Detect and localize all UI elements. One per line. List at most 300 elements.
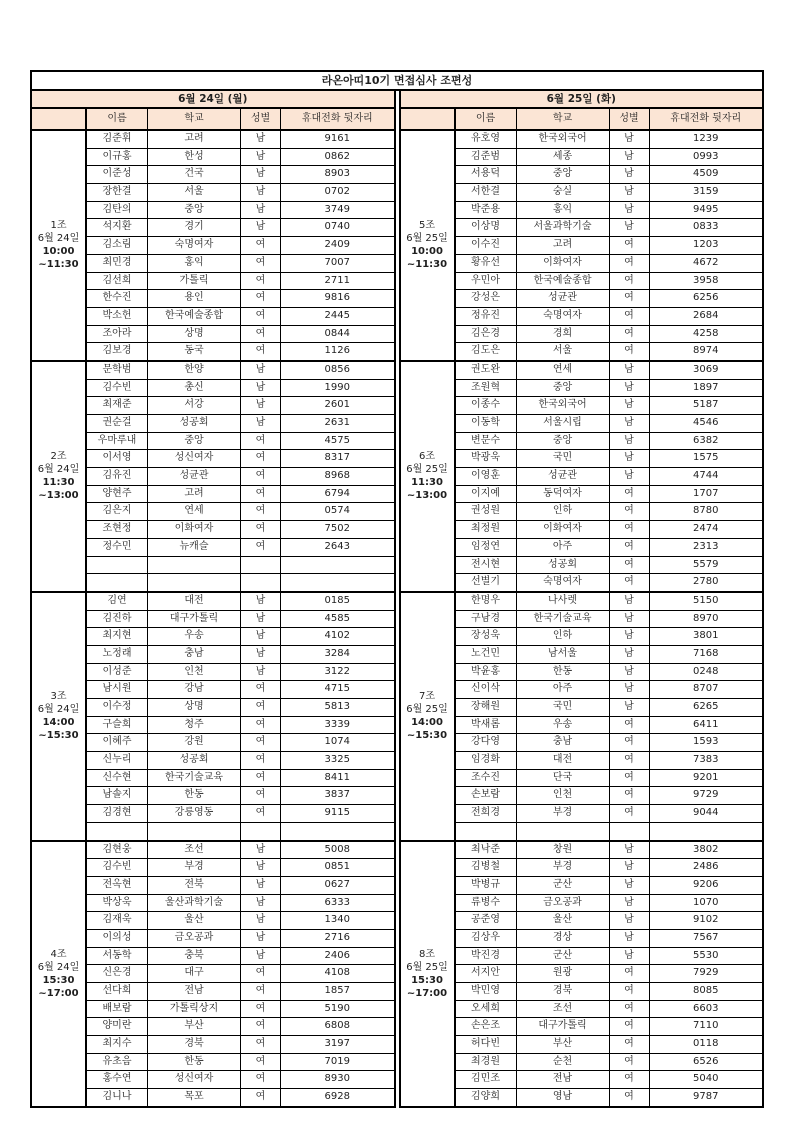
phone-cell: 4546 (693, 417, 719, 428)
gender-cell: 여 (610, 965, 650, 982)
member-row (456, 290, 763, 308)
page-title: 라온아띠10기 면접심사 조편성 (30, 70, 764, 91)
phone-cell: 7383 (693, 754, 719, 766)
group-time-start: 15:30 (42, 974, 75, 986)
phone-cell (281, 557, 394, 574)
name-cell: 홍수연 (87, 1071, 148, 1088)
school-cell: 용인 (148, 290, 241, 307)
gender-cell: 여 (610, 308, 650, 325)
member-row (456, 237, 763, 255)
gender-cell (610, 823, 650, 840)
name-cell: 선별기 (456, 574, 517, 591)
name-cell: 강다영 (456, 734, 517, 751)
group-time-start: 10:00 (42, 246, 75, 258)
school-cell: 금오공과 (517, 895, 610, 912)
group-name: 1조 (50, 220, 67, 232)
member-row (87, 326, 394, 344)
name-cell: 김은지 (87, 503, 148, 520)
name-cell: 김은경 (456, 326, 517, 343)
member-row (87, 805, 394, 823)
column-header-gender-cell: 성별 (610, 109, 650, 129)
gender-cell: 남 (610, 611, 650, 628)
phone-cell: 1074 (324, 736, 350, 748)
group-name: 4조 (50, 948, 67, 960)
member-row (456, 255, 763, 273)
school-cell: 동국 (148, 343, 241, 360)
phone-cell: 2474 (693, 523, 719, 535)
school-cell: 성신여자 (148, 450, 241, 467)
name-cell: 신은경 (87, 965, 148, 982)
member-row (456, 503, 763, 521)
member-row (87, 380, 394, 398)
gender-cell: 여 (241, 734, 281, 751)
member-row (87, 823, 394, 840)
group-name: 2조 (50, 451, 67, 463)
group-block (32, 842, 394, 1106)
school-cell: 경희 (517, 326, 610, 343)
phone-cell: 9787 (693, 1091, 719, 1103)
group-time-end: ~15:30 (38, 730, 79, 742)
name-cell: 조아라 (87, 326, 148, 343)
name-cell: 권순걸 (87, 415, 148, 432)
member-row (87, 699, 394, 717)
gender-cell: 여 (241, 965, 281, 982)
phone-cell: 6794 (324, 487, 350, 499)
phone-cell: 5190 (324, 1002, 350, 1014)
phone-cell: 6333 (324, 896, 350, 908)
school-cell: 조선 (517, 1001, 610, 1018)
name-cell: 김소림 (87, 237, 148, 254)
member-row (87, 787, 394, 805)
name-cell (87, 574, 148, 591)
school-cell: 부산 (517, 1036, 610, 1053)
phone-cell: 7929 (693, 967, 719, 979)
phone-cell: 2711 (324, 274, 350, 286)
name-cell: 전희경 (456, 805, 517, 822)
gender-cell: 남 (610, 593, 650, 610)
school-cell: 중앙 (148, 433, 241, 450)
school-cell: 중앙 (517, 433, 610, 450)
gender-cell: 남 (241, 202, 281, 219)
school-cell: 울산과학기술 (148, 895, 241, 912)
name-cell: 김재욱 (87, 912, 148, 929)
gender-cell: 여 (610, 326, 650, 343)
name-cell: 조수진 (456, 770, 517, 787)
gender-cell: 남 (610, 842, 650, 859)
phone-cell: 4575 (324, 434, 350, 446)
gender-cell: 여 (241, 717, 281, 734)
group-time-end: ~15:30 (406, 730, 448, 742)
phone-cell: 0993 (693, 150, 719, 162)
name-cell: 우민아 (456, 273, 517, 290)
phone-cell: 7019 (324, 1055, 350, 1067)
gender-cell: 남 (610, 877, 650, 894)
phone-cell: 0856 (324, 363, 350, 375)
gender-cell: 여 (610, 521, 650, 538)
name-cell: 신누리 (87, 752, 148, 769)
school-cell: 인하 (517, 628, 610, 645)
phone-cell: 5008 (324, 843, 350, 855)
gender-cell: 여 (610, 787, 650, 804)
group-date: 6월 25일 (406, 233, 448, 245)
phone-cell: 1990 (324, 381, 350, 393)
member-row (87, 149, 394, 167)
gender-cell: 남 (610, 149, 650, 166)
school-cell: 인하 (517, 503, 610, 520)
column-header-name-cell: 이름 (87, 109, 148, 129)
name-cell: 김양희 (456, 1089, 517, 1106)
member-row (456, 219, 763, 237)
name-cell: 조현정 (87, 521, 148, 538)
name-cell: 서동학 (87, 948, 148, 965)
phone-cell: 5579 (693, 558, 719, 570)
phone-cell: 3325 (324, 754, 350, 766)
group-date: 6월 25일 (406, 464, 448, 476)
phone-cell: 3749 (324, 203, 350, 215)
phone-cell: 2406 (324, 949, 350, 961)
name-cell: 양미란 (87, 1018, 148, 1035)
phone-cell: 2601 (324, 399, 350, 411)
phone-cell: 5813 (324, 701, 350, 712)
gender-cell: 남 (241, 842, 281, 859)
name-cell: 석지환 (87, 219, 148, 236)
school-cell: 금오공과 (148, 930, 241, 947)
group-date: 6월 25일 (406, 704, 448, 716)
gender-cell: 남 (241, 859, 281, 876)
name-cell: 이준성 (87, 166, 148, 183)
member-row (87, 273, 394, 291)
group-time-start: 11:30 (411, 477, 443, 489)
name-cell: 박민영 (456, 983, 517, 1000)
name-cell: 이종수 (456, 397, 517, 414)
gender-cell: 여 (241, 521, 281, 538)
member-row (456, 1089, 763, 1106)
phone-cell: 1707 (693, 487, 719, 499)
school-cell: 고려 (148, 131, 241, 148)
name-cell: 변문수 (456, 433, 517, 450)
member-row (87, 646, 394, 664)
group-time-end: ~11:30 (38, 259, 79, 271)
phone-cell: 0851 (324, 861, 350, 873)
school-cell: 부경 (517, 805, 610, 822)
name-cell: 노정래 (87, 646, 148, 663)
interview-schedule-table (30, 70, 764, 1108)
member-row (87, 965, 394, 983)
group-block (401, 362, 763, 593)
phone-cell: 7007 (324, 256, 350, 268)
gender-cell: 남 (241, 912, 281, 929)
name-cell: 박윤홍 (456, 664, 517, 681)
gender-cell: 남 (241, 895, 281, 912)
school-cell: 총신 (148, 380, 241, 397)
school-cell: 고려 (148, 486, 241, 503)
phone-cell: 0248 (693, 665, 719, 677)
phone-cell: 8317 (324, 452, 350, 464)
school-cell: 대구가톨릭 (517, 1018, 610, 1035)
name-cell: 오세희 (456, 1001, 517, 1018)
phone-cell: 0574 (324, 505, 350, 517)
name-cell: 우마루내 (87, 433, 148, 450)
member-row (87, 611, 394, 629)
member-row (456, 362, 763, 380)
gender-cell: 여 (241, 770, 281, 787)
school-cell: 홍익 (517, 202, 610, 219)
phone-cell: 6411 (693, 718, 719, 730)
school-cell: 충남 (148, 646, 241, 663)
day-column-tue (399, 91, 765, 1108)
gender-cell: 여 (241, 1054, 281, 1071)
group-name: 3조 (50, 691, 67, 703)
phone-cell: 2313 (693, 540, 719, 552)
phone-cell: 1575 (693, 452, 719, 464)
member-row (87, 433, 394, 451)
name-cell: 최민경 (87, 255, 148, 272)
member-row (456, 380, 763, 398)
gender-cell: 여 (610, 1071, 650, 1088)
phone-cell: 0118 (693, 1038, 719, 1050)
phone-cell: 8707 (693, 683, 719, 695)
gender-cell: 여 (610, 343, 650, 360)
school-cell: 서강 (148, 397, 241, 414)
gender-cell: 남 (610, 930, 650, 947)
gender-cell: 여 (610, 770, 650, 787)
name-cell: 이성준 (87, 664, 148, 681)
gender-cell: 여 (241, 255, 281, 272)
school-cell: 성공회 (148, 415, 241, 432)
gender-cell: 남 (610, 131, 650, 148)
group-date: 6월 24일 (37, 961, 80, 973)
groups-container (401, 131, 763, 1106)
school-cell: 아주 (517, 681, 610, 698)
school-cell: 부경 (148, 859, 241, 876)
member-row (456, 770, 763, 788)
phone-cell: 8085 (693, 985, 719, 996)
gender-cell: 여 (241, 787, 281, 804)
phone-cell: 0740 (324, 221, 350, 233)
name-cell: 박진경 (456, 948, 517, 965)
name-cell: 이혜주 (87, 734, 148, 751)
group-name: 8조 (418, 948, 436, 960)
name-cell: 이동학 (456, 415, 517, 432)
name-cell: 구남경 (456, 611, 517, 628)
gender-cell: 남 (610, 699, 650, 716)
school-cell: 전남 (148, 983, 241, 1000)
phone-cell: 5530 (693, 949, 719, 961)
member-row (87, 842, 394, 860)
gender-cell: 남 (241, 611, 281, 628)
school-cell: 가톨릭 (148, 273, 241, 290)
school-cell: 단국 (517, 770, 610, 787)
gender-cell: 여 (610, 486, 650, 503)
name-cell: 한수진 (87, 290, 148, 307)
name-cell: 유호영 (456, 131, 517, 148)
school-cell: 충남 (517, 734, 610, 751)
school-cell: 중앙 (517, 380, 610, 397)
gender-cell: 여 (241, 1089, 281, 1106)
school-cell: 한동 (148, 1054, 241, 1071)
member-row (456, 521, 763, 539)
gender-cell: 여 (241, 450, 281, 467)
member-row (87, 859, 394, 877)
gender-cell: 여 (610, 557, 650, 574)
member-row (87, 415, 394, 433)
school-cell: 성신여자 (148, 1071, 241, 1088)
member-row (456, 149, 763, 167)
gender-cell: 남 (610, 628, 650, 645)
group-label (401, 593, 456, 840)
gender-cell: 여 (241, 805, 281, 822)
school-cell: 성균관 (517, 290, 610, 307)
gender-cell: 남 (610, 184, 650, 201)
gender-cell: 남 (610, 202, 650, 219)
phone-cell: 3197 (324, 1038, 350, 1050)
phone-cell: 9816 (324, 292, 350, 304)
name-cell: 유초음 (87, 1054, 148, 1071)
school-cell: 군산 (517, 948, 610, 965)
phone-cell: 6265 (693, 701, 719, 712)
gender-cell: 남 (241, 646, 281, 663)
gender-cell: 여 (241, 308, 281, 325)
name-cell: 노건민 (456, 646, 517, 663)
group-header-cell (32, 109, 87, 129)
phone-cell: 0833 (693, 221, 719, 233)
name-cell: 김선희 (87, 273, 148, 290)
gender-cell: 여 (610, 805, 650, 822)
name-cell: 박병규 (456, 877, 517, 894)
gender-cell: 여 (241, 1001, 281, 1018)
member-row (456, 486, 763, 504)
school-cell: 홍익 (148, 255, 241, 272)
school-cell: 원광 (517, 965, 610, 982)
school-cell: 동덕여자 (517, 486, 610, 503)
gender-cell: 여 (610, 983, 650, 1000)
name-cell: 이상명 (456, 219, 517, 236)
group-time-start: 11:30 (42, 477, 75, 489)
school-cell: 충북 (148, 948, 241, 965)
phone-cell: 5150 (693, 594, 719, 606)
member-row (456, 912, 763, 930)
school-cell (148, 557, 241, 574)
date-header-mon: 6월 24일 (월) (32, 91, 394, 109)
member-row (456, 415, 763, 433)
school-cell: 우송 (517, 717, 610, 734)
name-cell: 황유선 (456, 255, 517, 272)
group-label (32, 131, 87, 360)
phone-cell: 9044 (693, 807, 719, 819)
phone-cell: 3802 (693, 843, 719, 855)
gender-cell: 남 (610, 219, 650, 236)
phone-cell: 8780 (693, 505, 719, 517)
name-cell: 전옥현 (87, 877, 148, 894)
school-cell: 고려 (517, 237, 610, 254)
member-row (87, 521, 394, 539)
phone-cell: 6526 (693, 1055, 719, 1067)
school-cell: 한국예술종합 (517, 273, 610, 290)
school-cell: 숙명여자 (148, 237, 241, 254)
gender-cell: 남 (241, 131, 281, 148)
name-cell: 조원혁 (456, 380, 517, 397)
gender-cell: 남 (241, 380, 281, 397)
group-rows (87, 362, 394, 591)
group-date: 6월 24일 (37, 704, 80, 716)
school-cell: 숙명여자 (517, 574, 610, 591)
name-cell: 김경현 (87, 805, 148, 822)
member-row (456, 842, 763, 860)
member-row (456, 1054, 763, 1072)
name-cell: 권도완 (456, 362, 517, 379)
gender-cell: 여 (241, 1018, 281, 1035)
phone-cell: 3339 (324, 718, 350, 730)
group-time-end: ~11:30 (406, 259, 448, 271)
member-row (87, 574, 394, 591)
phone-cell: 2716 (324, 931, 350, 943)
name-cell: 손보람 (456, 787, 517, 804)
gender-cell: 여 (610, 1018, 650, 1035)
school-cell: 우송 (148, 628, 241, 645)
name-cell: 남솔지 (87, 787, 148, 804)
name-cell: 김연 (87, 593, 148, 610)
name-cell: 최경원 (456, 1054, 517, 1071)
name-cell: 임경화 (456, 752, 517, 769)
gender-cell: 남 (610, 450, 650, 467)
gender-cell: 여 (610, 290, 650, 307)
phone-cell: 5187 (693, 399, 719, 411)
school-cell: 한성 (148, 149, 241, 166)
phone-cell: 4744 (693, 470, 719, 482)
name-cell: 선다희 (87, 983, 148, 1000)
member-row (87, 237, 394, 255)
member-row (87, 219, 394, 237)
school-cell: 상명 (148, 699, 241, 716)
school-cell: 군산 (517, 877, 610, 894)
gender-cell: 남 (610, 664, 650, 681)
school-cell: 경북 (517, 983, 610, 1000)
member-row (87, 166, 394, 184)
column-header-school-cell: 학교 (517, 109, 610, 129)
school-cell (148, 823, 241, 840)
name-cell: 김보경 (87, 343, 148, 360)
phone-cell: 0862 (324, 150, 350, 162)
name-cell: 신이삭 (456, 681, 517, 698)
school-cell: 대전 (148, 593, 241, 610)
school-cell: 성공회 (517, 557, 610, 574)
phone-cell: 3958 (693, 274, 719, 286)
gender-cell: 남 (610, 415, 650, 432)
column-header-phone-cell: 휴대전화 뒷자리 (301, 113, 373, 124)
name-cell: 권성원 (456, 503, 517, 520)
member-row (87, 557, 394, 575)
member-row (87, 877, 394, 895)
gender-cell: 남 (610, 895, 650, 912)
school-cell: 성균관 (148, 468, 241, 485)
name-cell: 김도은 (456, 343, 517, 360)
gender-cell: 남 (241, 397, 281, 414)
group-time-start: 14:00 (42, 717, 75, 729)
member-row (456, 948, 763, 966)
school-cell: 청주 (148, 717, 241, 734)
member-row (87, 948, 394, 966)
phone-cell: 1593 (693, 736, 719, 748)
school-cell (148, 574, 241, 591)
group-time-end: ~13:00 (406, 490, 448, 502)
name-cell: 이규홍 (87, 149, 148, 166)
member-row (87, 628, 394, 646)
gender-cell: 여 (610, 752, 650, 769)
name-cell: 박준용 (456, 202, 517, 219)
group-label (401, 842, 456, 1106)
member-row (87, 1001, 394, 1019)
phone-cell: 3159 (693, 186, 719, 198)
